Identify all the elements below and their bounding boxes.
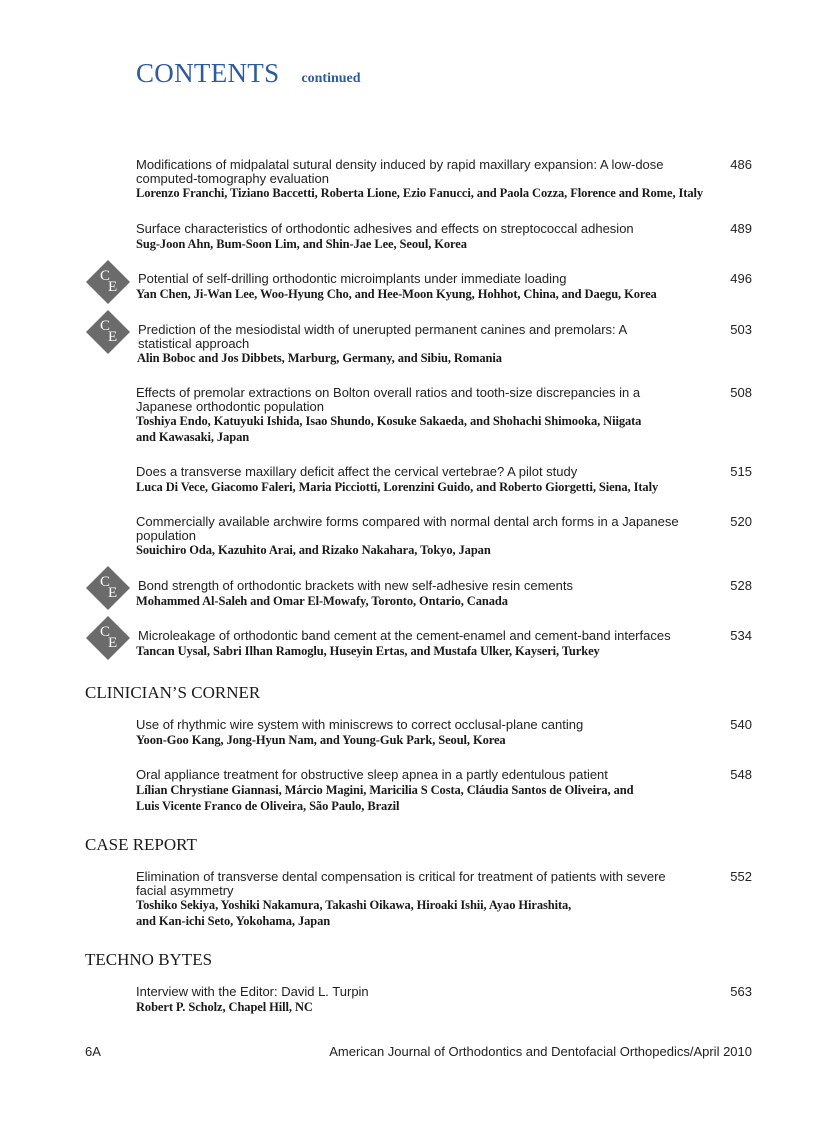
ce-credit-icon [85,259,131,305]
folio-page-number: 6A [85,1044,101,1059]
section-heading: CLINICIAN’S CORNER [85,683,261,702]
article-title[interactable]: Interview with the Editor: David L. Turpin [136,984,369,999]
svg-text:C: C [100,624,111,640]
page-title: CONTENTS [136,58,280,88]
svg-text:E: E [108,329,118,345]
section-heading: CASE REPORT [85,835,197,854]
toc-entry[interactable] [136,272,752,302]
article-authors: Mohammed Al-Saleh and Omar El-Mowafy, Toronto, Ontario, Canada [136,593,508,608]
toc-entry[interactable] [136,985,752,1015]
svg-text:E: E [108,635,118,651]
page-number: 489 [730,221,752,236]
article-authors: Tancan Uysal, Sabri Ilhan Ramoglu, Huseyin Ertas, and Mustafa Ulker, Kayseri, Turkey [136,643,600,658]
article-title[interactable]: Bond strength of orthodontic brackets with new self-adhesive resin cements [138,578,574,593]
toc-entry[interactable] [136,158,752,201]
ce-credit-icon [85,309,131,355]
page-number: 540 [730,717,752,732]
svg-text:C: C [100,318,111,334]
article-authors: Sug-Joon Ahn, Bum-Soon Lim, and Shin-Jae Lee, Seoul, Korea [136,236,467,251]
article-authors: Lílian Chrystiane Giannasi, Márcio Magini, Maricilia S Costa, Cláudia Santos de Oliveira, and Luis Vicente Franco de Oliveira, São Paulo, Brazil [136,782,634,813]
article-authors: Lorenzo Franchi, Tiziano Baccetti, Roberta Lione, Ezio Fanucci, and Paola Cozza, Florence and Rome, Italy [136,186,703,200]
article-title[interactable]: Effects of premolar extractions on Bolton overall ratios and tooth-size discrepancies in a Japanese orthodontic population [136,385,641,414]
article-title[interactable]: Prediction of the mesiodistal width of unerupted permanent canines and premolars: A statistical approach [138,322,627,351]
article-authors: Robert P. Scholz, Chapel Hill, NC [136,999,313,1014]
article-title[interactable]: Potential of self-drilling orthodontic microimplants under immediate loading [138,271,567,286]
article-authors: Alin Boboc and Jos Dibbets, Marburg, Germany, and Sibiu, Romania [137,351,502,365]
toc-entry[interactable] [136,870,752,929]
article-authors: Toshiko Sekiya, Yoshiki Nakamura, Takashi Oikawa, Hiroaki Ishii, Ayao Hirashita, and Kan-ichi Seto, Yokohama, Japan [136,898,572,928]
ce-credit-icon [85,565,131,611]
page-number: 508 [730,385,752,400]
page-number: 552 [730,869,752,884]
toc-entry[interactable] [136,515,752,558]
toc-entry[interactable] [136,718,752,748]
page-number: 563 [730,984,752,999]
ce-credit-icon [85,615,131,661]
page-number: 496 [730,271,752,286]
page-number: 486 [730,157,752,172]
toc-entry[interactable] [136,579,752,609]
page-number: 520 [730,514,752,529]
toc-entry[interactable] [136,323,752,366]
page-number: 534 [730,628,752,643]
article-title[interactable]: Modifications of midpalatal sutural density induced by rapid maxillary expansion: A low-dose computed-tomography evaluation [136,157,664,186]
article-title[interactable]: Use of rhythmic wire system with miniscrews to correct occlusal-plane canting [136,717,584,732]
article-title[interactable]: Oral appliance treatment for obstructive sleep apnea in a partly edentulous patient [136,767,608,782]
contents-header [136,58,361,89]
article-authors: Souichiro Oda, Kazuhito Arai, and Rizako Nakahara, Tokyo, Japan [136,543,491,557]
article-title[interactable]: Elimination of transverse dental compensation is critical for treatment of patients with severe facial asymmetry [136,869,666,898]
page-number: 515 [730,464,752,479]
journal-footer: American Journal of Orthodontics and Dentofacial Orthopedics/April 2010 [329,1044,752,1059]
section-heading: TECHNO BYTES [85,950,213,969]
article-title[interactable]: Microleakage of orthodontic band cement at the cement-enamel and cement-band interfaces [138,628,671,643]
svg-text:C: C [100,574,111,590]
toc-entry[interactable] [136,222,752,252]
article-title[interactable]: Commercially available archwire forms compared with normal dental arch forms in a Japanese population [136,514,679,543]
toc-entry[interactable] [136,768,752,814]
page-number: 503 [730,322,752,337]
page-number: 528 [730,578,752,593]
article-authors: Yoon-Goo Kang, Jong-Hyun Nam, and Young-Guk Park, Seoul, Korea [136,732,506,747]
page-number: 548 [730,767,752,782]
toc-entry[interactable] [136,386,752,445]
article-title[interactable]: Does a transverse maxillary deficit affect the cervical vertebrae? A pilot study [136,464,578,479]
toc-entry[interactable] [136,465,752,495]
article-authors: Yan Chen, Ji-Wan Lee, Woo-Hyung Cho, and Hee-Moon Kyung, Hohhot, China, and Daegu, Korea [136,286,657,301]
article-authors: Toshiya Endo, Katuyuki Ishida, Isao Shundo, Kosuke Sakaeda, and Shohachi Shimooka, Niigata and Kawasaki, Japan [136,414,642,444]
svg-text:E: E [108,585,118,601]
article-authors: Luca Di Vece, Giacomo Faleri, Maria Picciotti, Lorenzini Guido, and Roberto Giorgetti, Siena, Italy [136,479,659,494]
article-title[interactable]: Surface characteristics of orthodontic adhesives and effects on streptococcal adhesion [136,221,634,236]
toc-entry[interactable] [136,629,752,659]
page-subtitle: continued [301,71,361,86]
svg-text:C: C [100,268,111,284]
svg-text:E: E [108,279,118,295]
